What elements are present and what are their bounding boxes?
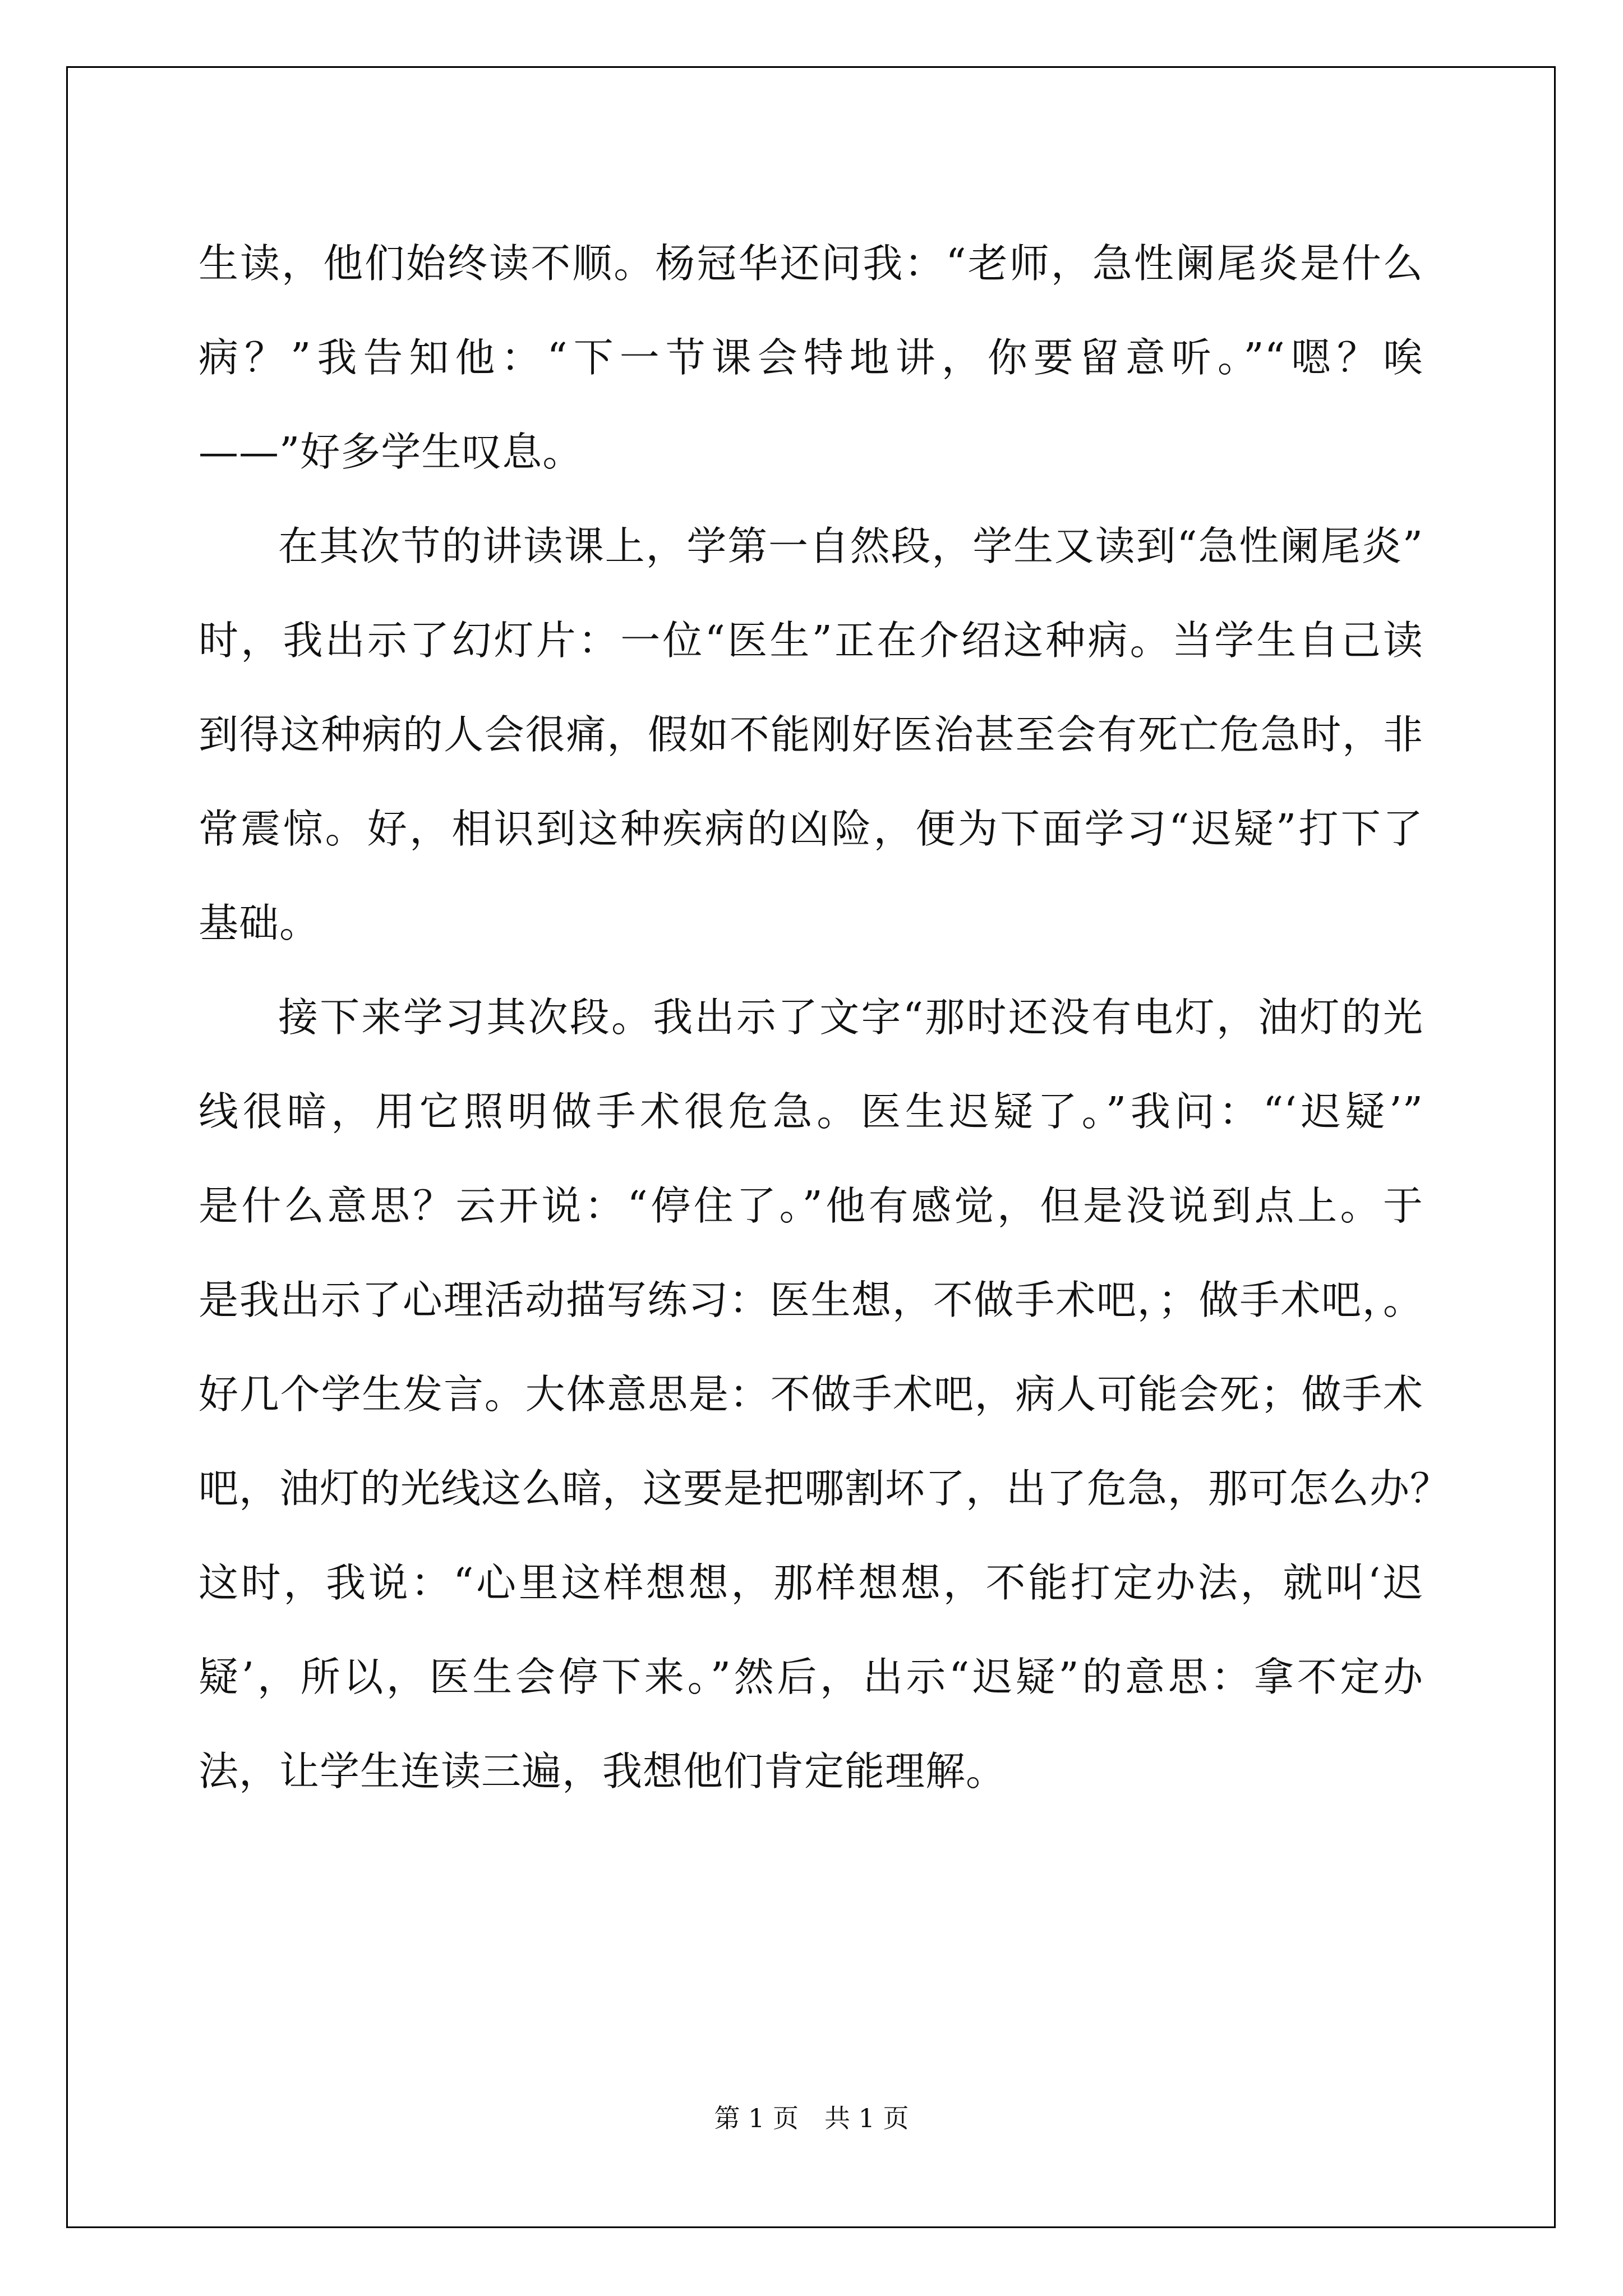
- document-body: [199, 217, 1451, 1819]
- text-line: 接下来学习其次段。我出示了文字“那时还没有电灯，油灯的光: [278, 994, 1423, 1041]
- text-line: 常震惊。好，相识到这种疾病的凶险，便为下面学习“迟疑”打下了: [199, 806, 1423, 852]
- text-line: ——”好多学生叹息。: [199, 429, 583, 475]
- text-line: 是什么意思？云开说：“停住了。”他有感觉，但是没说到点上。于: [199, 1182, 1423, 1229]
- page-number-footer: 第 1 页 共 1 页: [714, 2103, 909, 2133]
- text-line: 好几个学生发言。大体意思是：不做手术吧，病人可能会死；做手术: [199, 1371, 1423, 1418]
- text-line: 到得这种病的人会很痛，假如不能刚好医治甚至会有死亡危急时，非: [199, 711, 1423, 758]
- text-line: 基础。: [199, 900, 320, 946]
- text-line: 是我出示了心理活动描写练习：医生想，不做手术吧，；做手术吧，。: [199, 1277, 1423, 1323]
- text-line: 在其次节的讲读课上，学第一自然段，学生又读到“急性阑尾炎”: [278, 523, 1423, 569]
- text-line: 疑’，所以，医生会停下来。”然后，出示“迟疑”的意思：拿不定办: [199, 1654, 1423, 1700]
- text-line: 时，我出示了幻灯片：一位“医生”正在介绍这种病。当学生自己读: [199, 617, 1423, 664]
- text-line: 这时，我说：“心里这样想想，那样想想，不能打定办法，就叫‘迟: [199, 1559, 1423, 1606]
- text-line: 法，让学生连读三遍，我想他们肯定能理解。: [199, 1748, 1007, 1795]
- text-line: 生读，他们始终读不顺。杨冠华还问我：“老师，急性阑尾炎是什么: [199, 240, 1423, 287]
- text-line: 病？”我告知他：“下一节课会特地讲，你要留意听。”“嗯？唉: [199, 334, 1423, 381]
- text-line: 吧，油灯的光线这么暗，这要是把哪割坏了，出了危急，那可怎么办？: [199, 1465, 1451, 1512]
- text-line: 线很暗，用它照明做手术很危急。医生迟疑了。”我问：“‘迟疑’”: [199, 1088, 1423, 1135]
